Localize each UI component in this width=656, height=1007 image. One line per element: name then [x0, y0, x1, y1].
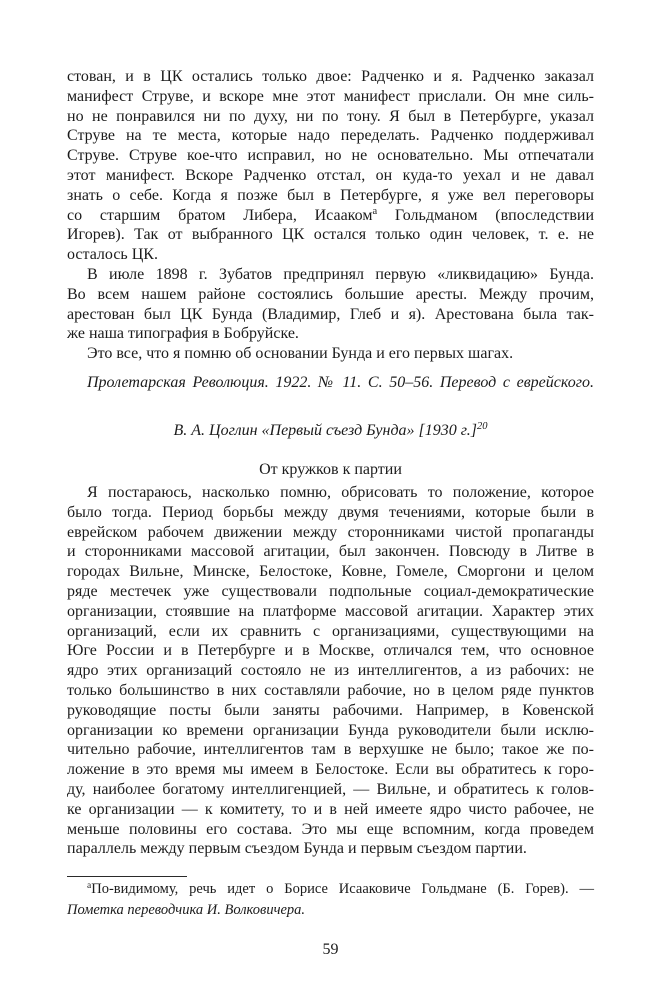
paragraph [67, 344, 594, 364]
text-line: Во всем нашем районе состоялись большие аресты. Между прочим, [67, 285, 594, 303]
text-line: ряде местечек уже существовали подпольные социал-демократические [67, 582, 594, 600]
footnote [67, 879, 594, 921]
footnote-marker: a [87, 881, 92, 891]
footnote-text: По-видимому, речь идет о Борисе Исааковиче Гольдмане (Б. Горев). — [91, 881, 594, 897]
source-citation [67, 373, 594, 393]
text-line: Я постараюсь, насколько помню, обрисовать то положение, которое [87, 484, 594, 501]
footnote-attribution: Пометка переводчика И. Волковичера. [67, 902, 306, 918]
text-line: Струве. Струве кое-что исправил, но не основательно. Мы отпечатали [67, 147, 594, 165]
text-block-top [67, 67, 594, 364]
text-line: только большинство в них составляли рабочие, но в целом ряде пунктов [67, 681, 594, 699]
text-line: Струве на те места, которые надо переделать. Радченко поддерживал [67, 127, 594, 145]
text-line: было тогда. Период борьбы между двумя течениями, которые были в [67, 503, 594, 521]
text-line: знать о себе. Когда я позже был в Петербурге, я уже вел переговоры [67, 186, 594, 204]
text-block-bottom [67, 483, 594, 859]
text-line: ке организации — к комитету, то и в ней имеете ядро чисто рабочее, не [67, 800, 594, 818]
text-line: Игорев). Так от выбранного ЦК остался только один человек, т. е. не [67, 226, 594, 244]
text-line: В июле 1898 г. Зубатов предпринял первую «ликвидацию» Бунда. [87, 265, 594, 283]
page-number: 59 [322, 941, 339, 958]
paragraph [67, 67, 594, 265]
text-line: организации, стоявшие на платформе массовой агитации. Характер этих [67, 602, 594, 620]
text-line: параллель между первым съездом Бунда и первым съездом партии. [67, 840, 527, 858]
endnote-marker: 20 [477, 421, 488, 432]
footnote-marker: а [372, 205, 378, 217]
text-line: же наша типография в Бобруйске. [67, 325, 299, 343]
text-line: меньше половины его состава. Это мы еще вспомним, когда проведем [67, 820, 594, 838]
text-fragment: со старшим братом Либера, Исааком [67, 206, 373, 224]
text-line: но не понравился ни по духу, ни по тону. Я был в Петербурге, указал [67, 107, 594, 125]
text-line [67, 206, 594, 226]
text-line: осталось ЦК. [67, 246, 158, 264]
text-line: и сторонниками массовой агитации, был закончен. Повсюду в Литве в [67, 543, 594, 561]
text-line: ядро этих организаций состояло не из интеллигентов, а из рабочих: не [67, 662, 594, 680]
text-line: руководящие посты были заняты рабочими. Например, в Ковенской [67, 701, 594, 719]
text-line: городах Вильне, Минске, Белостоке, Ковне, Гомеле, Сморгони и целом [67, 563, 594, 581]
paragraph [67, 265, 594, 344]
text-line: еврейском рабочем движении между сторонниками чистой пропаганды [67, 523, 594, 541]
section-subtitle: От кружков к партии [259, 461, 402, 478]
paragraph [67, 483, 594, 859]
section-title-text: В. А. Цоглин «Первый съезд Бунда» [1930 г.] [173, 422, 478, 439]
text-line: ложение в это время мы имеем в Белостоке. Если вы обратитесь к горо- [67, 761, 594, 779]
text-line: организации ко времени организации Бунда руководители были исклю- [67, 721, 594, 739]
text-fragment: Гольдманом (впоследствии [377, 206, 595, 224]
text-line: Это все, что я помню об основании Бунда и его первых шагах. [87, 345, 514, 363]
text-line: арестован был ЦК Бунда (Владимир, Глеб и я). Арестована была так- [67, 305, 594, 323]
text-line: организаций, если их сравнить с организациями, существующими на [67, 622, 594, 640]
text-line: этот манифест. Вскоре Радченко отстал, он куда-то уехал и не давал [67, 166, 594, 184]
text-line: ду, наиболее богатому интеллигенцией, — Вильне, и обратитесь к голов- [67, 780, 594, 798]
text-line: Юге России и в Петербурге и в Москве, отличался тем, что основное [67, 642, 594, 660]
section-title [67, 421, 594, 441]
text-line: Пролетарская Революция. 1922. № 11. С. 50–56. Перевод с еврейского. [87, 374, 594, 391]
text-line: стован, и в ЦК остались только двое: Радченко и я. Радченко заказал [67, 68, 594, 85]
text-line: манифест Струве, и вскоре мне этот манифест прислали. Он мне силь- [67, 87, 594, 105]
footnote-line [67, 879, 594, 900]
footnote-divider [67, 876, 187, 877]
text-line: чительно рабочие, интеллигентов там в верхушке не было; такое же по- [67, 741, 594, 759]
